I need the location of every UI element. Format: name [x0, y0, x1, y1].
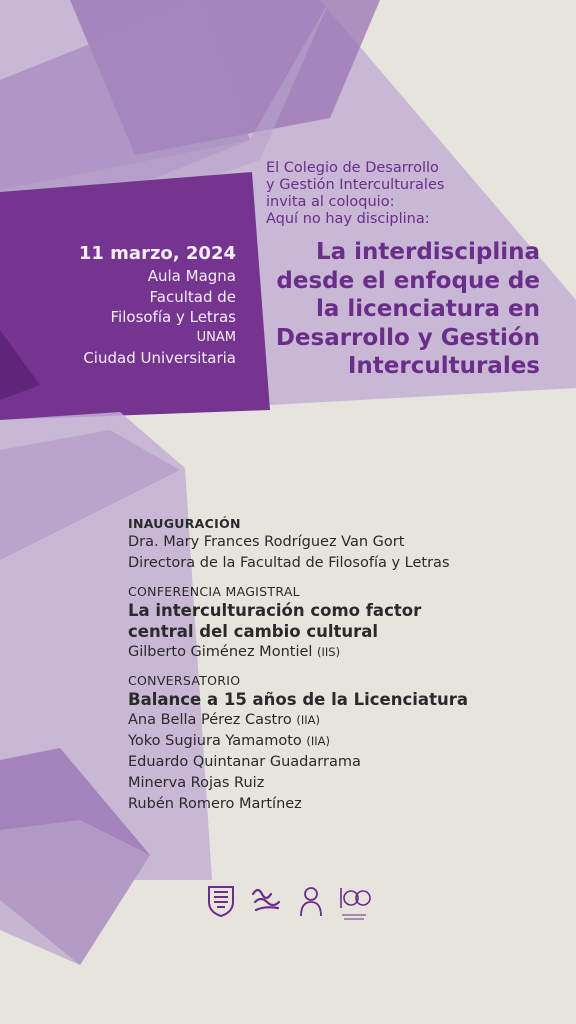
- conferencia-title-2: central del cambio cultural: [128, 622, 379, 641]
- participant-name: Minerva Rojas Ruiz: [128, 775, 265, 791]
- participant: [128, 710, 548, 731]
- conversatorio-title: Balance a 15 años de la Licenciatura: [128, 690, 468, 709]
- participant: [128, 773, 548, 794]
- participant-name: Eduardo Quintanar Guadarrama: [128, 754, 361, 770]
- participant: [128, 752, 548, 773]
- speaker-institution: (IIS): [317, 645, 341, 659]
- headline-line-3: la licenciatura en: [315, 296, 540, 322]
- participant-name: Yoko Sugiura Yamamoto: [128, 733, 302, 749]
- event-venue: Aula Magna: [147, 267, 236, 285]
- invite-line-3: invita al coloquio:: [266, 194, 395, 210]
- inauguracion-label: INAUGURACIÓN: [128, 516, 241, 531]
- conferencia-label: CONFERENCIA MAGISTRAL: [128, 584, 300, 599]
- invite-line-2: y Gestión Interculturales: [266, 177, 445, 193]
- headline-line-4: Desarrollo y Gestión: [275, 324, 540, 351]
- participant: [128, 731, 548, 752]
- event-faculty-2: Filosofía y Letras: [110, 308, 236, 326]
- participant: [128, 794, 548, 815]
- headline-line-1: La interdisciplina: [315, 239, 540, 265]
- event-date: 11 marzo, 2024: [78, 243, 236, 264]
- invite-line-1: El Colegio de Desarrollo: [266, 160, 439, 176]
- inauguracion-name: Dra. Mary Frances Rodríguez Van Gort: [128, 534, 405, 550]
- portrait-emblem-icon: [298, 884, 324, 918]
- headline-line-5: Interculturales: [347, 353, 540, 379]
- unam-crest-icon: [206, 884, 236, 918]
- participant-name: Rubén Romero Martínez: [128, 796, 302, 812]
- event-campus: Ciudad Universitaria: [83, 349, 236, 367]
- program-block: [128, 516, 548, 815]
- invite-line-4: Aquí no hay disciplina:: [266, 211, 430, 227]
- event-faculty-1: Facultad de: [149, 287, 236, 306]
- invite-block: [266, 160, 566, 228]
- inauguracion-role: Directora de la Facultad de Filosofía y Letras: [128, 555, 450, 571]
- participant-institution: (IIA): [296, 713, 320, 727]
- speaker-name: Gilberto Giménez Montiel: [128, 644, 313, 660]
- headline-line-2: desde el enfoque de: [276, 267, 540, 294]
- participant-name: Ana Bella Pérez Castro: [128, 712, 292, 728]
- event-headline: [250, 238, 540, 381]
- participant-institution: (IIA): [306, 734, 330, 748]
- conferencia-title-1: La interculturación como factor: [128, 601, 422, 620]
- conversatorio-label: CONVERSATORIO: [128, 673, 241, 688]
- conferencia-speaker: [128, 642, 548, 663]
- cien-anos-100-logo-icon: [336, 884, 372, 924]
- ffyl-script-logo-icon: [250, 884, 284, 918]
- event-university: UNAM: [196, 329, 236, 345]
- date-venue-block: [40, 242, 236, 369]
- sponsor-logos: [206, 884, 376, 928]
